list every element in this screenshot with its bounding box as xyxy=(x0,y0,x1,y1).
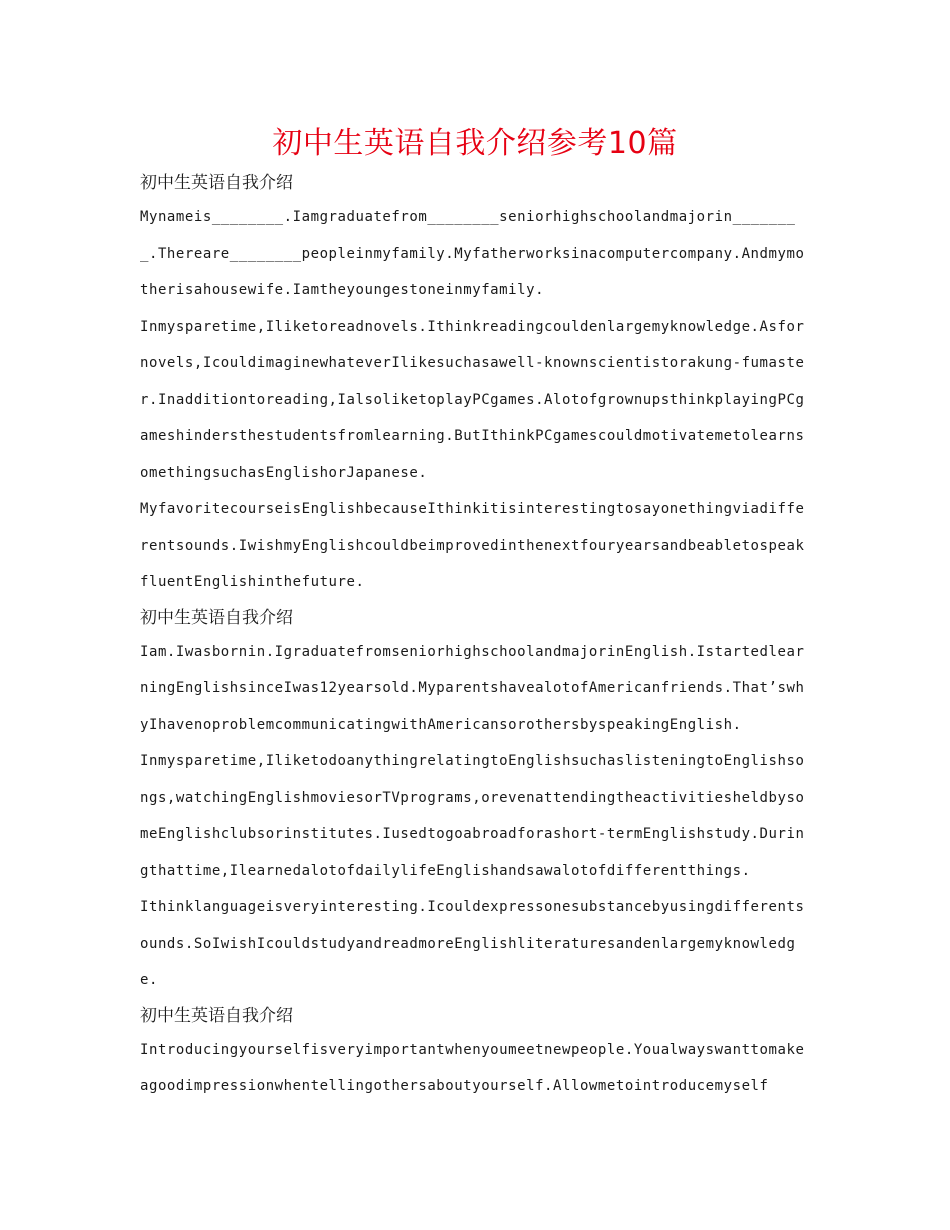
section-1 xyxy=(140,171,812,601)
paragraph: Introducingyourselfisveryimportantwhenyoumeetnewpeople.Youalwayswanttomakeagoodimpressionwhentellingothersaboutyourself.Allowmetointroducemyself xyxy=(140,1041,805,1094)
section-heading: 初中生英语自我介绍 xyxy=(140,607,293,628)
document-title: 初中生英语自我介绍参考10篇 xyxy=(272,126,678,161)
section-heading: 初中生英语自我介绍 xyxy=(140,1005,293,1026)
section-2 xyxy=(140,606,812,999)
section-3 xyxy=(140,1004,812,1105)
paragraph: Ithinklanguageisveryinteresting.Icouldexpressonesubstancebyusingdifferentsounds.SoIwishIcouldstudyandreadmoreEnglishliteraturesandenlargemyknowledge. xyxy=(140,899,805,988)
paragraph: Mynameis________.Iamgraduatefrom________seniorhighschoolandmajorin________.Thereare________peopleinmyfamily.Myfatherworksinacomputercompany.Andmymotherisahousewife.Iamtheyoungestoneinmyfamily. xyxy=(140,209,805,298)
paragraph: MyfavoritecourseisEnglishbecauseIthinkitisinterestingtosayonethingviadifferentsounds.IwishmyEnglishcouldbeimprovedinthenextfouryearsandbeabletospeakfluentEnglishinthefuture. xyxy=(140,501,805,590)
paragraph: Inmysparetime,Iliketoreadnovels.Ithinkreadingcouldenlargemyknowledge.Asfornovels,IcouldimaginewhateverIlikesuchasawell-knownscientistorakung-fumaster.Inadditiontoreading,IalsoliketoplayPCgames.AlotofgrownupsthinkplayingPCgameshindersthestudentsfromlearning.ButIthinkPCgamescouldmotivatemetolearnsomethingsuchasEnglishorJapanese. xyxy=(140,318,805,481)
paragraph: Iam.Iwasbornin.IgraduatefromseniorhighschoolandmajorinEnglish.IstartedlearningEnglishsinceIwas12yearsold.MyparentshavealotofAmericanfriends.That’swhyIhavenoproblemcommunicatingwithAmericansorothersbyspeakingEnglish. xyxy=(140,643,805,733)
section-heading: 初中生英语自我介绍 xyxy=(140,173,293,193)
paragraph: Inmysparetime,IliketodoanythingrelatingtoEnglishsuchaslisteningtoEnglishsongs,watchingEnglishmoviesorTVprograms,orevenattendingtheactivitiesheldbysomeEnglishclubsorinstitutes.Iusedtogoabroadforashort-termEnglishstudy.Duringthattime,IlearnedalotofdailylifeEnglishandsawalotofdifferentthings. xyxy=(140,753,805,879)
document-body xyxy=(140,166,812,1105)
